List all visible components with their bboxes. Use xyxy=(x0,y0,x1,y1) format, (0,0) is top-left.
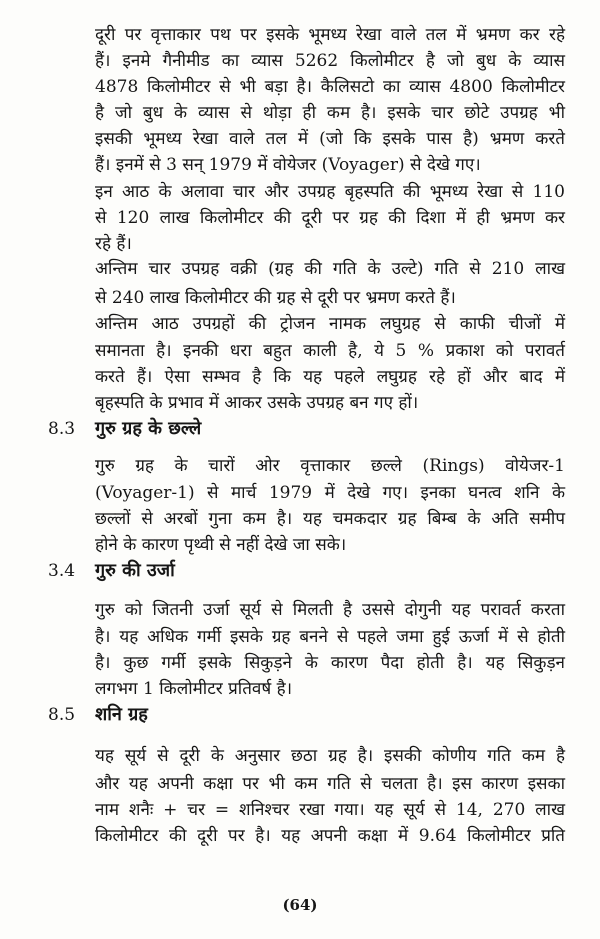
paragraph-line: अन्तिम चार उपग्रह वक्री (ग्रह की गति के उल्टे) गति से 210 लाख xyxy=(95,259,565,279)
section-number: 3.4 xyxy=(48,561,76,581)
paragraph-line: दूरी पर वृत्ताकार पथ पर इसके भूमध्य रेखा वाले तल में भ्रमण कर रहे xyxy=(95,25,565,45)
section-heading: गुरु ग्रह के छल्ले xyxy=(95,418,202,439)
paragraph-line: इन आठ के अलावा चार और उपग्रह बृहस्पति की भूमध्य रेखा से 110 xyxy=(95,182,565,202)
paragraph-line: (Voyager-1) से मार्च 1979 में देखे गए। इनका घनत्व शनि के xyxy=(95,483,565,503)
paragraph-line: किलोमीटर की दूरी पर है। यह अपनी कक्षा में 9.64 किलोमीटर प्रति xyxy=(95,826,565,846)
paragraph-line: नाम शनैः + चर = शनिश्चर रखा गया। यह सूर्य से 14, 270 लाख xyxy=(95,800,565,820)
paragraph-line: हैं। इनमे गैनीमीड का व्यास 5262 किलोमीटर है जो बुध के व्यास xyxy=(95,51,565,71)
paragraph-line: लगभग 1 किलोमीटर प्रतिवर्ष है। xyxy=(95,679,293,699)
paragraph-line: छल्लों से अरबों गुना कम है। यह चमकदार ग्रह बिम्ब के अति समीप xyxy=(95,509,565,529)
paragraph-line: रहे हैं। xyxy=(95,234,132,254)
paragraph-line: है जो बुध के व्यास से थोड़ा ही कम है। इसके चार छोटे उपग्रह भी xyxy=(95,103,565,123)
paragraph-line: हैं। इनमें से 3 सन् 1979 में वोयेजर (Voyager) से देखे गए। xyxy=(95,155,481,175)
paragraph-line: है। कुछ गर्मी इसके सिकुड़ने के कारण पैदा होती है। यह सिकुड़न xyxy=(95,653,565,673)
paragraph-line: से 120 लाख किलोमीटर की दूरी पर ग्रह की दिशा में ही भ्रमण कर xyxy=(95,208,565,228)
paragraph-line: यह सूर्य से दूरी के अनुसार छठा ग्रह है। इसकी कोणीय गति कम है xyxy=(95,746,565,766)
section-heading: गुरु की उर्जा xyxy=(95,560,175,581)
page-number: (64) xyxy=(282,896,318,914)
paragraph-line: है। यह अधिक गर्मी इसके ग्रह बनने से पहले जमा हुई ऊर्जा में से होती xyxy=(95,627,565,647)
paragraph-line: 4878 किलोमीटर से भी बड़ा है। कैलिसटो का व्यास 4800 किलोमीटर xyxy=(95,77,565,97)
paragraph-line: समानता है। इनकी धरा बहुत काली है, ये 5 % प्रकाश को परावर्त xyxy=(95,341,565,361)
paragraph-line: और यह अपनी कक्षा पर भी कम गति से चलता है। इस कारण इसका xyxy=(95,774,565,794)
paragraph-line: होने के कारण पृथ्वी से नहीं देखे जा सके। xyxy=(95,535,347,555)
section-number: 8.3 xyxy=(48,419,76,439)
paragraph-line: अन्तिम आठ उपग्रहों की ट्रोजन नामक लघुग्रह से काफी चीजों में xyxy=(95,314,565,334)
paragraph-line: गुरु ग्रह के चारों ओर वृत्ताकार छल्ले (Rings) वोयेजर-1 xyxy=(95,456,565,476)
paragraph-line: करते हैं। ऐसा सम्भव है कि यह पहले लघुग्रह रहे हों और बाद में xyxy=(95,367,565,387)
paragraph-line: इसकी भूमध्य रेखा वाले तल में (जो कि इसके पास है) भ्रमण करते xyxy=(95,129,565,149)
paragraph-line: गुरु को जितनी उर्जा सूर्य से मिलती है उससे दोगुनी यह परावर्त करता xyxy=(95,600,565,620)
section-heading: शनि ग्रह xyxy=(95,704,148,725)
paragraph-line: से 240 लाख किलोमीटर की ग्रह से दूरी पर भ्रमण करते हैं। xyxy=(95,288,456,308)
section-number: 8.5 xyxy=(48,705,76,725)
paragraph-line: बृहस्पति के प्रभाव में आकर उसके उपग्रह बन गए हों। xyxy=(95,393,419,413)
